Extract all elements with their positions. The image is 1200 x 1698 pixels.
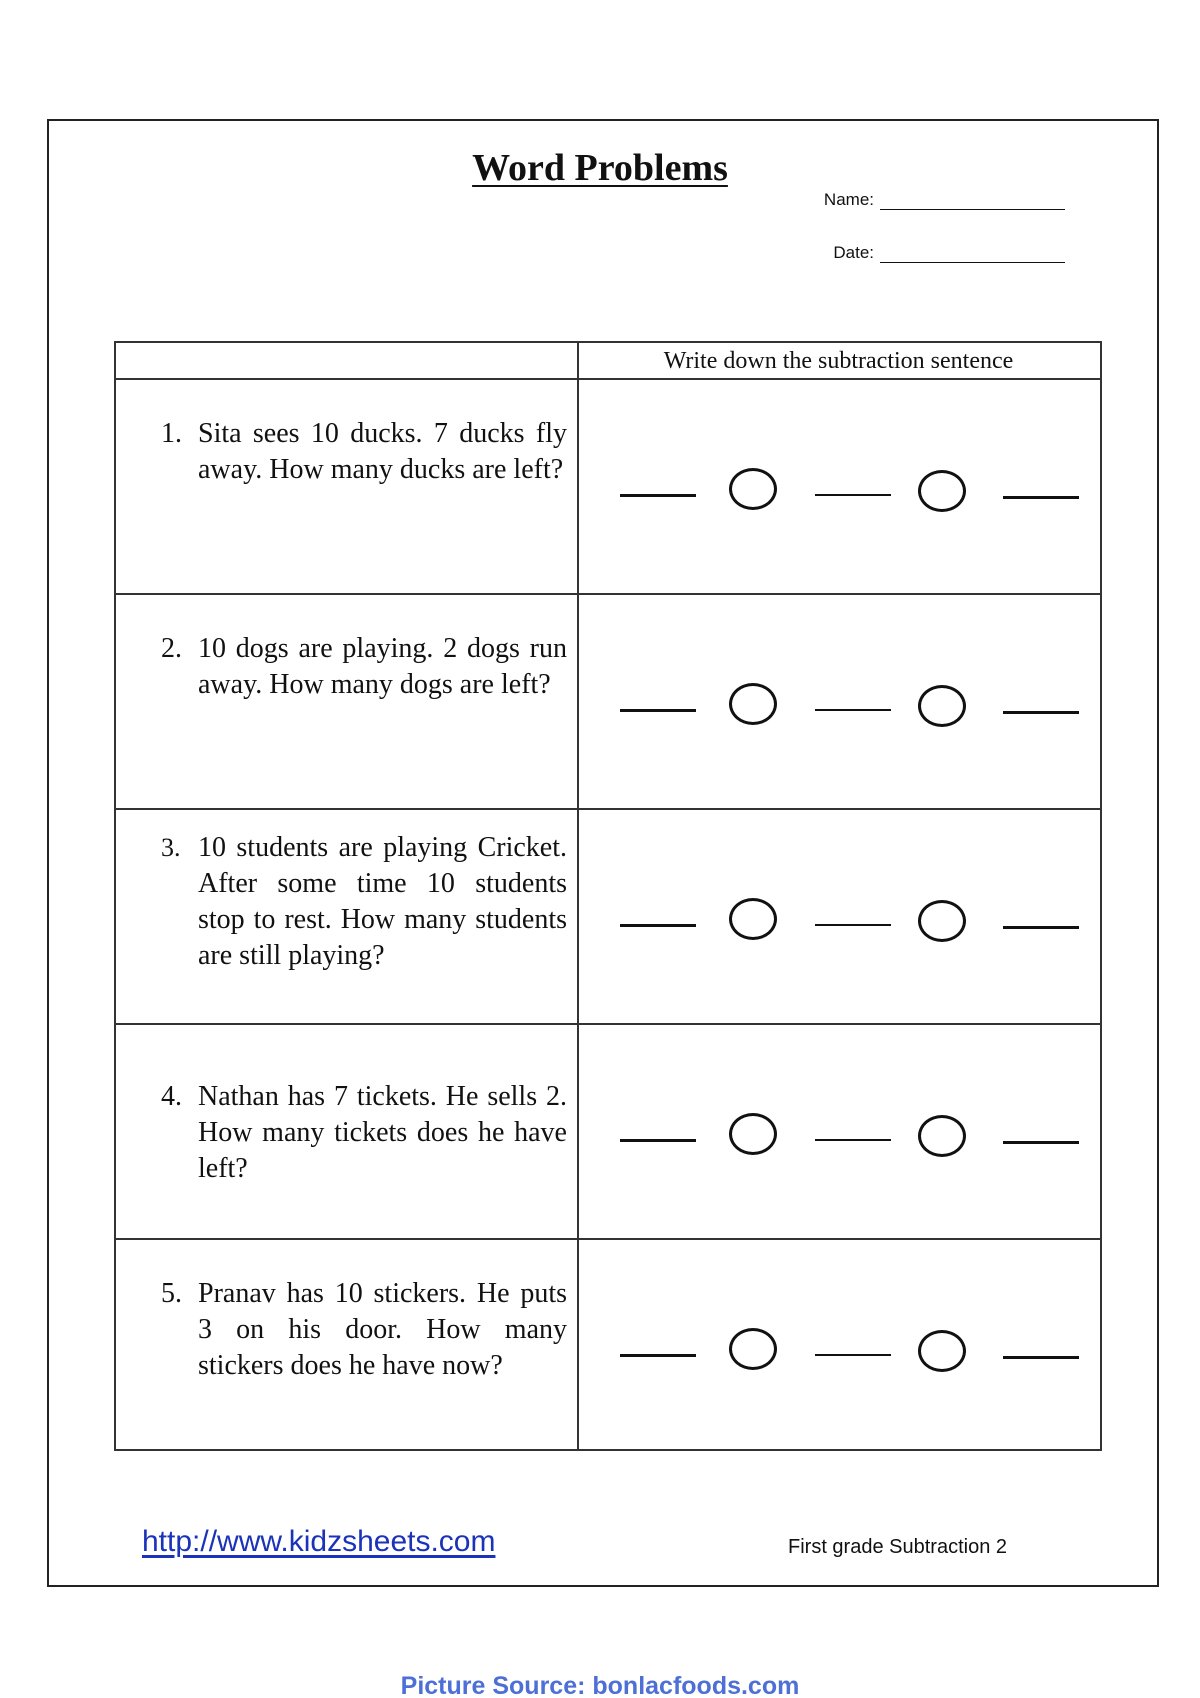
footer-worksheet-label: First grade Subtraction 2 [788, 1536, 1007, 1558]
answer-blank-1[interactable] [620, 924, 696, 927]
operator-circle-2[interactable] [918, 1115, 966, 1157]
name-field[interactable] [780, 190, 1070, 210]
problem-text: Nathan has 7 tickets. He sells 2. How many tickets does he have left? [198, 1081, 567, 1184]
answer-blank-2[interactable] [815, 494, 891, 496]
problem-row-3 [116, 810, 1100, 1025]
problem-text: Sita sees 10 ducks. 7 ducks fly away. How many ducks are left? [198, 418, 567, 485]
answer-cell[interactable] [579, 1240, 1100, 1455]
problems-table [114, 341, 1102, 1451]
problem-row-4 [116, 1025, 1100, 1240]
picture-source-caption: Picture Source: bonlacfoods.com [400, 1672, 800, 1698]
answer-blank-3[interactable] [1003, 711, 1079, 714]
operator-circle-1[interactable] [729, 898, 777, 940]
operator-circle-2[interactable] [918, 470, 966, 512]
answer-cell[interactable] [579, 380, 1100, 593]
name-blank-line[interactable] [880, 192, 1065, 210]
answer-cell[interactable] [579, 810, 1100, 1023]
operator-circle-2[interactable] [918, 1330, 966, 1372]
answer-blank-1[interactable] [620, 494, 696, 497]
question-cell [116, 810, 577, 1023]
answer-blank-3[interactable] [1003, 1356, 1079, 1359]
problem-row-2 [116, 595, 1100, 810]
answer-blank-2[interactable] [815, 709, 891, 711]
question-cell [116, 380, 577, 593]
answer-blank-1[interactable] [620, 1139, 696, 1142]
footer-website-link[interactable]: http://www.kidzsheets.com [142, 1525, 496, 1558]
answer-blank-3[interactable] [1003, 496, 1079, 499]
problem-text: 10 dogs are playing. 2 dogs run away. How many dogs are left? [198, 633, 567, 700]
question-cell [116, 1025, 577, 1238]
date-blank-line[interactable] [880, 245, 1065, 263]
problem-number: 1. [161, 418, 182, 449]
problem-text: Pranav has 10 stickers. He puts 3 on his door. How many stickers does he have now? [198, 1278, 567, 1381]
answer-cell[interactable] [579, 1025, 1100, 1238]
answer-cell[interactable] [579, 595, 1100, 808]
problem-number: 2. [161, 633, 182, 664]
answer-blank-1[interactable] [620, 1354, 696, 1357]
operator-circle-1[interactable] [729, 683, 777, 725]
problem-number: 4. [161, 1081, 182, 1112]
answer-blank-2[interactable] [815, 1139, 891, 1141]
answer-blank-3[interactable] [1003, 1141, 1079, 1144]
answer-column-header: Write down the subtraction sentence [663, 348, 1014, 374]
answer-blank-2[interactable] [815, 924, 891, 926]
problem-number: 3. [161, 833, 181, 862]
problem-number: 5. [161, 1278, 182, 1309]
name-label: Name: [823, 190, 874, 209]
operator-circle-2[interactable] [918, 685, 966, 727]
date-label: Date: [833, 243, 874, 262]
worksheet-title: Word Problems [472, 147, 728, 189]
question-cell [116, 595, 577, 808]
problem-row-1 [116, 380, 1100, 595]
operator-circle-1[interactable] [729, 1113, 777, 1155]
problem-text: 10 students are playing Cricket. After some time 10 students stop to rest. How many students are still playing? [198, 832, 567, 971]
answer-blank-1[interactable] [620, 709, 696, 712]
operator-circle-1[interactable] [729, 1328, 777, 1370]
question-cell [116, 1240, 577, 1455]
date-field[interactable] [780, 243, 1070, 263]
answer-blank-3[interactable] [1003, 926, 1079, 929]
problem-row-5 [116, 1240, 1100, 1455]
operator-circle-1[interactable] [729, 468, 777, 510]
operator-circle-2[interactable] [918, 900, 966, 942]
table-header-row [116, 343, 1100, 380]
answer-blank-2[interactable] [815, 1354, 891, 1356]
